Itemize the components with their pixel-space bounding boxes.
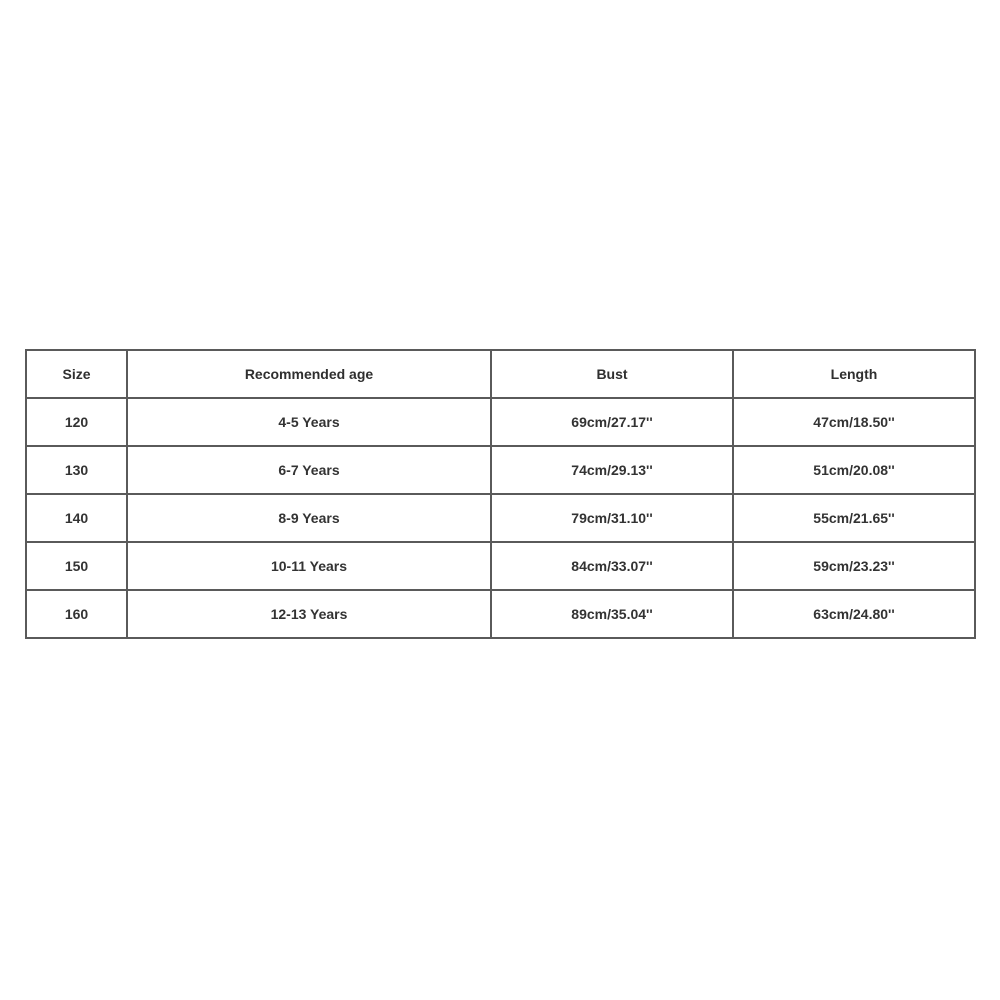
header-recommended-age: Recommended age	[127, 350, 491, 398]
cell-size: 140	[26, 494, 127, 542]
cell-size: 120	[26, 398, 127, 446]
cell-bust: 79cm/31.10''	[491, 494, 733, 542]
cell-recommended-age: 4-5 Years	[127, 398, 491, 446]
cell-length: 51cm/20.08''	[733, 446, 975, 494]
header-length: Length	[733, 350, 975, 398]
cell-bust: 69cm/27.17''	[491, 398, 733, 446]
cell-bust: 84cm/33.07''	[491, 542, 733, 590]
header-size: Size	[26, 350, 127, 398]
header-bust: Bust	[491, 350, 733, 398]
table-row	[26, 542, 975, 590]
cell-bust: 74cm/29.13''	[491, 446, 733, 494]
cell-bust: 89cm/35.04''	[491, 590, 733, 638]
cell-length: 63cm/24.80''	[733, 590, 975, 638]
cell-recommended-age: 6-7 Years	[127, 446, 491, 494]
cell-recommended-age: 10-11 Years	[127, 542, 491, 590]
size-chart-table	[25, 349, 976, 639]
cell-length: 59cm/23.23''	[733, 542, 975, 590]
cell-size: 150	[26, 542, 127, 590]
table-row	[26, 494, 975, 542]
cell-size: 160	[26, 590, 127, 638]
cell-recommended-age: 8-9 Years	[127, 494, 491, 542]
cell-length: 47cm/18.50''	[733, 398, 975, 446]
cell-length: 55cm/21.65''	[733, 494, 975, 542]
table-header-row	[26, 350, 975, 398]
table-row	[26, 398, 975, 446]
cell-size: 130	[26, 446, 127, 494]
table-row	[26, 590, 975, 638]
table-row	[26, 446, 975, 494]
cell-recommended-age: 12-13 Years	[127, 590, 491, 638]
